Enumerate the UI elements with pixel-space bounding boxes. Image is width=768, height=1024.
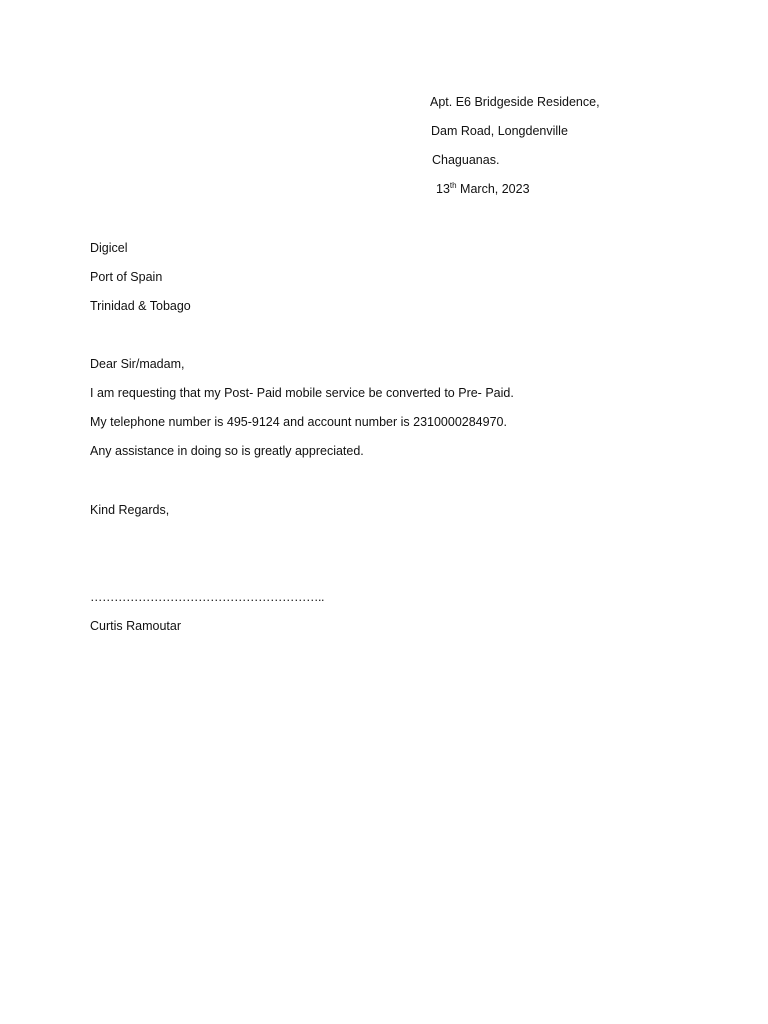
letter-date <box>436 181 530 197</box>
sender-address-line-3: Chaguanas. <box>432 153 500 167</box>
date-day: 13 <box>436 182 450 196</box>
salutation: Dear Sir/madam, <box>90 357 185 371</box>
signature-line: ………………………………………………….. <box>90 590 324 604</box>
date-suffix: th <box>449 180 457 190</box>
signer-name: Curtis Ramoutar <box>90 619 181 633</box>
recipient-line-3: Trinidad & Tobago <box>90 299 191 313</box>
sender-address-line-1: Apt. E6 Bridgeside Residence, <box>430 95 600 109</box>
body-paragraph-3: Any assistance in doing so is greatly appreciated. <box>90 444 364 458</box>
sender-address-line-2: Dam Road, Longdenville <box>431 124 568 138</box>
body-paragraph-2: My telephone number is 495-9124 and account number is 2310000284970. <box>90 415 507 429</box>
recipient-line-2: Port of Spain <box>90 270 163 284</box>
valediction: Kind Regards, <box>90 503 170 517</box>
recipient-line-1: Digicel <box>90 241 128 255</box>
date-rest: March, 2023 <box>456 182 530 196</box>
body-paragraph-1: I am requesting that my Post- Paid mobile service be converted to Pre- Paid. <box>90 386 514 400</box>
